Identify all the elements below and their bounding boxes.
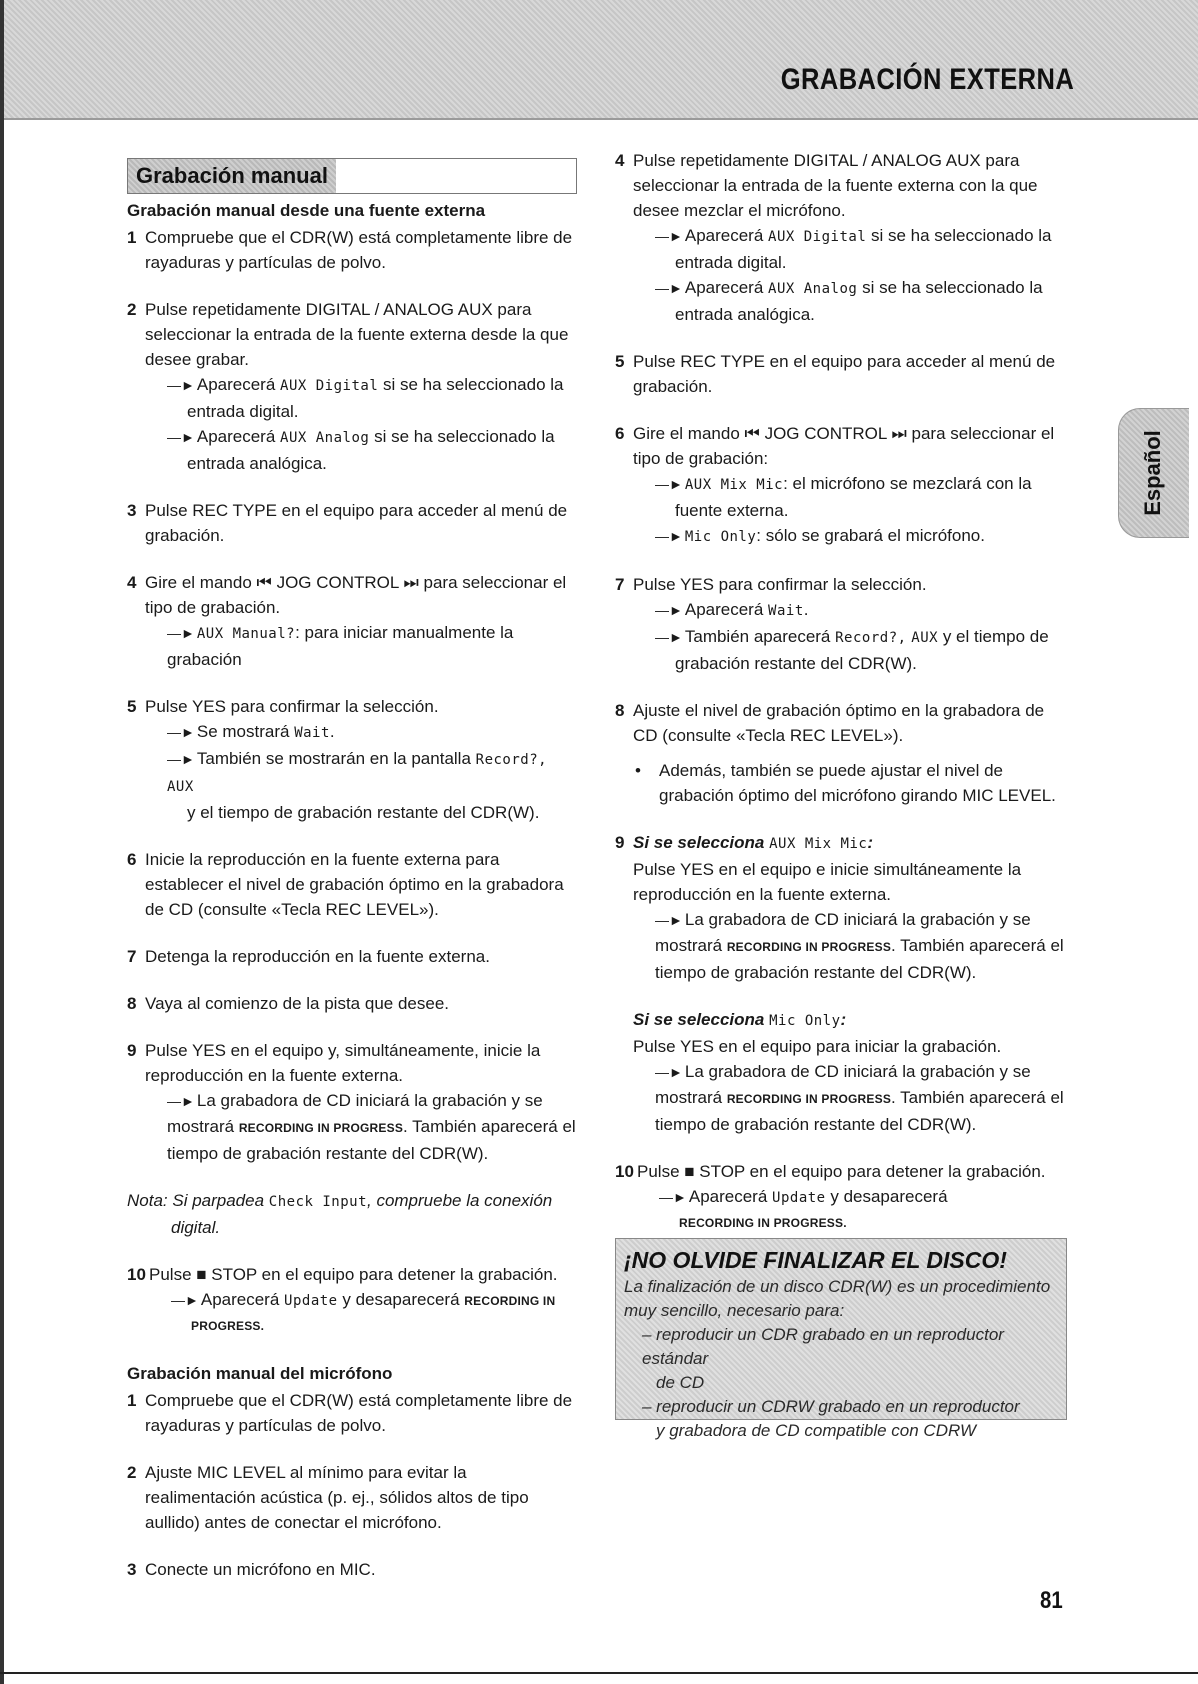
step-text: Pulse repetidamente DIGITAL / ANALOG AUX para seleccionar la entrada de la fuente externa desde la que desee grabar. [145, 300, 569, 369]
bullet-item: • Además, también se puede ajustar el nivel de grabación óptimo del micrófono girando MIC LEVEL. [615, 758, 1070, 808]
arrow-right-icon: —► [167, 751, 195, 767]
step-text: Ajuste MIC LEVEL al mínimo para evitar la realimentación acústica (p. ej., sólidos altos de tipo aullido) antes de conectar el micrófono. [145, 1463, 529, 1532]
step-text: Gire el mando ⏮ JOG CONTROL ⏭ para seleccionar el tipo de grabación. [145, 573, 567, 617]
subheading-microphone: Grabación manual del micrófono [127, 1364, 393, 1383]
section-heading-box [127, 158, 577, 194]
callout-body: La finalización de un disco CDR(W) es un procedimiento muy sencillo, necesario para: – reproducir un CDR grabado en un reproductor estándar de CD – reproducir un CDRW grabado en un reproductor y grabadora de CD compatible con CDRW [616, 1275, 1066, 1443]
callout-item: – reproducir un CDR grabado en un reproductor estándar de CD [642, 1325, 1004, 1392]
stop-icon: ■ [684, 1162, 695, 1181]
step-text: Inicie la reproducción en la fuente externa para establecer el nivel de grabación óptimo en la grabadora de CD (consulte «Tecla REC LEVEL»). [145, 850, 564, 919]
step-6-mic: 6 Gire el mando ⏮ JOG CONTROL ⏭ para seleccionar el tipo de grabación: —► AUX Mix Mic: el micrófono se mezclará con la fuente externa. —► Mic Only: sólo se grabará el micrófono. [615, 421, 1070, 550]
display-text: AUX [911, 630, 939, 646]
callout-item: – reproducir un CDRW grabado en un reproductor y grabadora de CD compatible con CDRW [642, 1397, 1020, 1440]
step-number: 1 [127, 228, 137, 247]
result-line: —► Aparecerá Wait. [655, 600, 809, 619]
display-caps: RECORDING IN PROGRESS [726, 1092, 892, 1106]
header-band [0, 0, 1198, 120]
arrow-right-icon: —► [167, 1093, 195, 1109]
binding-edge [0, 0, 4, 1684]
result-line: —► Se mostrará Wait. [167, 722, 335, 741]
step-number: 5 [127, 697, 137, 716]
next-icon: ⏭ [403, 573, 419, 592]
display-caps: RECORDING IN PROGRESS [726, 940, 892, 954]
step-text: Pulse YES para confirmar la selección. [633, 575, 927, 594]
arrow-right-icon: —► [167, 625, 195, 641]
result-line: —► Aparecerá AUX Digital si se ha seleccionado la [655, 226, 1052, 245]
result-line: —► Aparecerá AUX Digital si se ha seleccionado la [167, 375, 564, 394]
step-number: 7 [127, 947, 137, 966]
previous-icon: ⏮ [744, 424, 760, 443]
display-caps: RECORDING IN PROGRESS. [679, 1216, 847, 1230]
display-text: AUX Digital [280, 378, 379, 394]
step-6 [127, 847, 577, 922]
step-9-mic [615, 830, 1070, 985]
arrow-right-icon: —► [167, 377, 195, 393]
display-text: Record?, [475, 752, 548, 768]
display-text: AUX [167, 779, 194, 795]
arrow-right-icon: —► [655, 629, 683, 645]
step-9 [127, 1038, 577, 1166]
display-caps: RECORDING IN PROGRESS [238, 1121, 404, 1135]
section-title: Grabación manual [128, 159, 336, 193]
display-text: Check Input [268, 1194, 367, 1210]
step-number: 8 [615, 701, 625, 720]
previous-icon: ⏮ [256, 573, 272, 592]
step-number: 7 [615, 575, 625, 594]
bullet-icon: • [635, 761, 641, 780]
display-text: AUX Analog [280, 430, 370, 446]
step-text: Pulse repetidamente DIGITAL / ANALOG AUX para seleccionar la entrada de la fuente externa con la que desee mezclar el micrófono. [633, 151, 1038, 220]
callout-title: ¡NO OLVIDE FINALIZAR EL DISCO! [624, 1247, 1007, 1273]
step-4-mic: 4 Pulse repetidamente DIGITAL / ANALOG AUX para seleccionar la entrada de la fuente externa con la que desee mezclar el micrófono. —► Aparecerá AUX Digital si se ha seleccionado la entrada digital. —► Aparecerá AUX Analog si se ha seleccionado la entrada analógica. [615, 148, 1070, 327]
arrow-right-icon: —► [655, 476, 683, 492]
arrow-right-icon: —► [655, 1064, 683, 1080]
mic-step-1 [127, 1388, 577, 1438]
bottom-rule [0, 1672, 1198, 1674]
stop-icon: ■ [196, 1265, 207, 1284]
result-line: —► La grabadora de CD iniciará la grabación y se mostrará RECORDING IN PROGRESS. También aparecerá el tiempo de grabación restante del CDR(W). [167, 1091, 576, 1163]
display-caps: PROGRESS. [191, 1319, 265, 1333]
step-text: Ajuste el nivel de grabación óptimo en la grabadora de CD (consulte «Tecla REC LEVEL»). [633, 701, 1045, 745]
mic-step-3 [127, 1557, 577, 1582]
step-number: 4 [615, 151, 625, 170]
result-line: —► AUX Mix Mic: el micrófono se mezclará con la [655, 474, 1032, 493]
display-text: Update [772, 1190, 826, 1206]
language-tab [1118, 408, 1189, 538]
step-text: Pulse YES en el equipo y, simultáneamente, inicie la reproducción en la fuente externa. [145, 1041, 541, 1085]
result-line: —► Aparecerá AUX Analog si se ha seleccionado la [167, 427, 555, 446]
step-number: 10 [615, 1162, 634, 1181]
step-number: 5 [615, 352, 625, 371]
step-5-mic [615, 349, 1070, 399]
display-text: Wait [294, 725, 330, 741]
arrow-right-icon: —► [655, 912, 683, 928]
language-tab-label: Español [1140, 430, 1165, 516]
step-2: 2 Pulse repetidamente DIGITAL / ANALOG AUX para seleccionar la entrada de la fuente externa desde la que desee grabar. —► Aparecerá AUX Digital si se ha seleccionado la entrada digital. —► Aparecerá AUX Analog si se ha seleccionado la entrada analógica. [127, 297, 577, 476]
step-text: Pulse REC TYPE en el equipo para acceder al menú de grabación. [145, 501, 568, 545]
result-line: —► Aparecerá AUX Analog si se ha seleccionado la [655, 278, 1043, 297]
step-text: Detenga la reproducción en la fuente externa. [145, 947, 490, 966]
result-line: —► Aparecerá Update y desaparecerá [659, 1187, 948, 1206]
step-text: Pulse YES en el equipo para iniciar la grabación. [633, 1037, 1002, 1056]
display-text: Record?, [835, 630, 907, 646]
arrow-right-icon: —► [655, 228, 683, 244]
step-text: Vaya al comienzo de la pista que desee. [145, 994, 449, 1013]
step-10 [127, 1262, 577, 1339]
display-text: AUX Mix Mic [684, 477, 784, 493]
step-8-mic [615, 698, 1070, 748]
step-number: 1 [127, 1391, 137, 1410]
arrow-right-icon: —► [167, 429, 195, 445]
step-text: Pulse ■ STOP en el equipo para detener la grabación. [637, 1162, 1046, 1181]
arrow-right-icon: —► [655, 528, 683, 544]
step-7 [127, 944, 577, 969]
step-text: Compruebe que el CDR(W) está completamente libre de rayaduras y partículas de polvo. [145, 1391, 573, 1435]
step-7-mic: 7 Pulse YES para confirmar la selección. —► Aparecerá Wait. —► También aparecerá Record?, AUX y el tiempo de grabación restante del CDR(W). [615, 572, 1070, 676]
note: Nota: Si parpadea Check Input, compruebe la conexión digital. [127, 1191, 553, 1237]
step-5: 5 Pulse YES para confirmar la selección. —► Se mostrará Wait. —► También se mostrarán en la pantalla Record?, AUX y el tiempo de grabación restante del CDR(W). [127, 694, 577, 825]
step-number: 10 [127, 1265, 146, 1284]
display-text: AUX Analog [768, 281, 858, 297]
result-line: —► La grabadora de CD iniciará la grabación y se mostrará RECORDING IN PROGRESS. También aparecerá el tiempo de grabación restante del CDR(W). [655, 1062, 1064, 1134]
result-line: —► Mic Only: sólo se grabará el micrófono. [655, 526, 985, 545]
step-4 [127, 570, 577, 672]
arrow-right-icon: —► [655, 280, 683, 296]
step-text: Conecte un micrófono en MIC. [145, 1560, 376, 1579]
result-line: —► También se mostrarán en la pantalla Record?, AUX [167, 749, 548, 795]
display-caps: RECORDING IN [464, 1294, 556, 1308]
result-line: —► Aparecerá Update y desaparecerá RECORDING IN [171, 1290, 556, 1309]
step-text: Compruebe que el CDR(W) está completamente libre de rayaduras y partículas de polvo. [145, 228, 573, 272]
step-heading: Si se selecciona Mic Only: [633, 1010, 847, 1029]
display-text: AUX Manual? [196, 626, 296, 642]
finalize-callout [615, 1238, 1067, 1440]
display-text: AUX Digital [768, 229, 867, 245]
step-9b-mic [615, 1007, 1070, 1137]
step-number: 6 [615, 424, 625, 443]
display-text: AUX Mix Mic [769, 836, 868, 852]
step-number: 3 [127, 501, 137, 520]
step-3 [127, 498, 577, 548]
step-8 [127, 991, 577, 1016]
step-heading: Si se selecciona AUX Mix Mic: [633, 833, 873, 852]
step-number: 4 [127, 573, 137, 592]
step-number: 8 [127, 994, 137, 1013]
left-column [127, 148, 577, 1604]
arrow-right-icon: —► [655, 602, 683, 618]
arrow-right-icon: —► [171, 1292, 199, 1308]
step-number: 2 [127, 300, 137, 319]
step-10-mic [615, 1159, 1070, 1236]
step-text: Gire el mando ⏮ JOG CONTROL ⏭ para seleccionar el tipo de grabación: [633, 424, 1055, 468]
step-text: Pulse YES para confirmar la selección. [145, 697, 439, 716]
step-number: 2 [127, 1463, 137, 1482]
step-number: 3 [127, 1560, 137, 1579]
display-text: Update [284, 1293, 338, 1309]
step-number: 9 [615, 833, 625, 852]
display-text: Mic Only [684, 529, 757, 545]
result-line: —► La grabadora de CD iniciará la grabación y se mostrará RECORDING IN PROGRESS. También aparecerá el tiempo de grabación restante del CDR(W). [655, 910, 1064, 982]
arrow-right-icon: —► [167, 724, 195, 740]
page-number: 81 [1040, 1587, 1063, 1614]
step-number: 6 [127, 850, 137, 869]
result-line: —► AUX Manual?: para iniciar manualmente la grabación [167, 623, 514, 669]
display-text: Wait [768, 603, 804, 619]
step-text: Pulse REC TYPE en el equipo para acceder al menú de grabación. [633, 352, 1056, 396]
step-text: Pulse ■ STOP en el equipo para detener la grabación. [149, 1265, 558, 1284]
arrow-right-icon: —► [659, 1189, 687, 1205]
next-icon: ⏭ [891, 424, 907, 443]
result-line: —► También aparecerá Record?, AUX y el tiempo de [655, 627, 1049, 646]
step-number: 9 [127, 1041, 137, 1060]
step-1 [127, 225, 577, 275]
step-text: Pulse YES en el equipo e inicie simultáneamente la reproducción en la fuente externa. [633, 860, 1022, 904]
mic-step-2 [127, 1460, 577, 1535]
display-text: Mic Only [769, 1013, 841, 1029]
right-column [615, 148, 1070, 1258]
subheading-external: Grabación manual desde una fuente externa [127, 201, 486, 220]
page-title: GRABACIÓN EXTERNA [780, 63, 1074, 96]
